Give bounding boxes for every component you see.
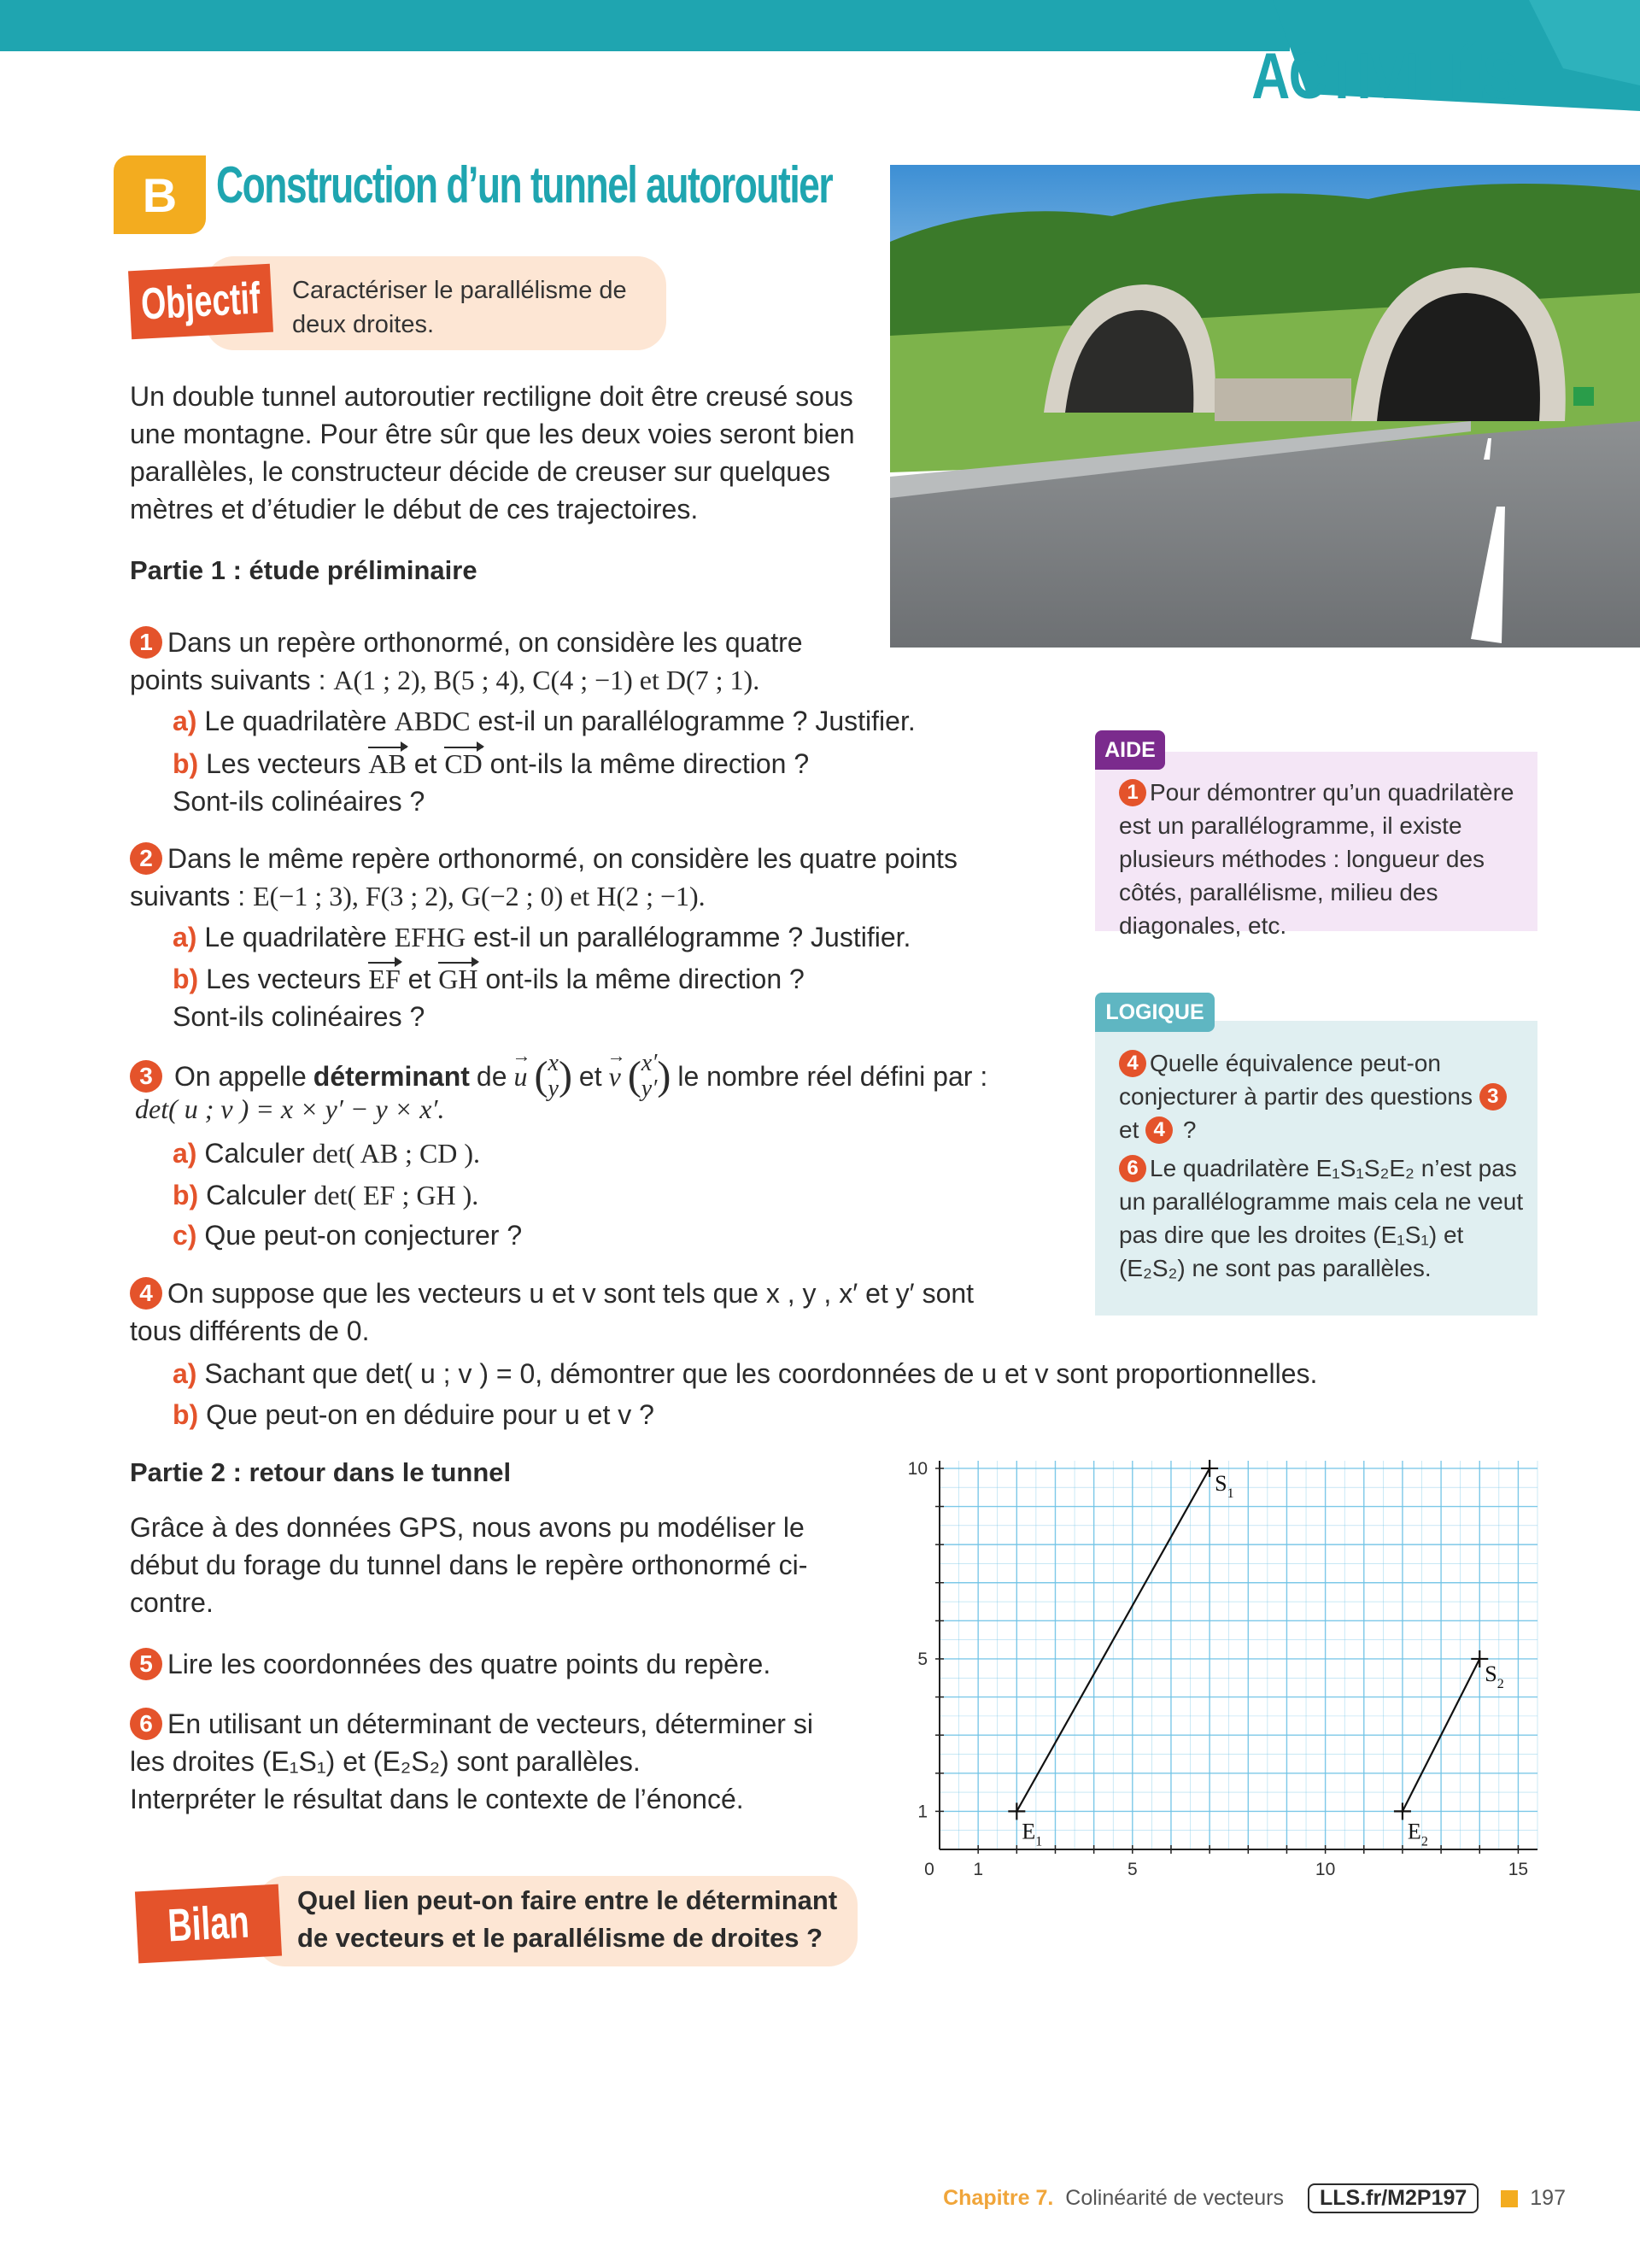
- page-number: 197: [1530, 2186, 1566, 2210]
- q1-intro-2: points suivants :: [130, 665, 326, 695]
- vector-ab: AB: [368, 745, 406, 782]
- y-tick-label: 10: [907, 1458, 928, 1479]
- q1-intro: Dans un repère orthonormé, on considère les quatre: [167, 627, 803, 658]
- vector-u: → u: [514, 1058, 528, 1095]
- question-number-1: 1: [130, 626, 162, 659]
- footer-square-icon: [1501, 2190, 1518, 2207]
- q6-line2: les droites (E₁S₁) et (E₂S₂) sont parallèles.: [130, 1746, 641, 1777]
- question-number-5: 5: [130, 1648, 162, 1680]
- q2-intro-2: suivants :: [130, 881, 246, 911]
- question-number-3: 3: [130, 1060, 162, 1093]
- q3b-det: det( EF ; GH ).: [313, 1180, 479, 1210]
- q3c-label: c): [173, 1220, 197, 1251]
- q2a-label: a): [173, 922, 197, 952]
- q5-text: Lire les coordonnées des quatre points du repère.: [167, 1649, 771, 1679]
- q2a-post: est-il un parallélogramme ? Justifier.: [473, 922, 911, 952]
- x-tick-label: 5: [1127, 1860, 1138, 1879]
- q3b-label: b): [173, 1180, 199, 1210]
- point-label-s1: $S_1$: [1215, 1470, 1234, 1501]
- q4a-text: Sachant que det( u ; v ) = 0, démontrer que les coordonnées de u et v sont proportionnelles.: [204, 1358, 1318, 1389]
- help-text: [1119, 776, 1529, 942]
- footer-chapter: Chapitre 7.: [943, 2186, 1054, 2210]
- point-label-s2: $S_2$: [1485, 1661, 1504, 1691]
- tunnel-photo: [890, 165, 1640, 648]
- q3a-label: a): [173, 1138, 197, 1169]
- q6-line3: Interpréter le résultat dans le contexte de l’énoncé.: [130, 1784, 744, 1814]
- q4-line2: tous différents de 0.: [130, 1316, 370, 1346]
- footer-link-code[interactable]: LLS.fr/M2P197: [1308, 2183, 1479, 2213]
- u-x: x: [548, 1050, 559, 1076]
- q3-bold: déterminant: [313, 1061, 470, 1092]
- q1a-pre: Le quadrilatère: [204, 706, 387, 736]
- q3-pre: On appelle: [174, 1061, 307, 1092]
- question-5: [130, 1645, 899, 1683]
- page-footer: [943, 2183, 1566, 2213]
- vector-ef: EF: [368, 960, 400, 998]
- question-1: [130, 624, 984, 699]
- q4-part-a: [173, 1355, 1454, 1392]
- logic-ref-4: 4: [1119, 1050, 1146, 1077]
- q1b-post2: Sont-ils colinéaires ?: [173, 786, 425, 817]
- q3c-text: Que peut-on conjecturer ?: [204, 1220, 523, 1251]
- q4b-label: b): [173, 1399, 199, 1430]
- coordinate-graph: [888, 1444, 1546, 1888]
- summary-text: Quel lien peut-on faire entre le déterminant de vecteurs et le parallélisme de droites ?: [297, 1885, 838, 1953]
- q1a-label: a): [173, 706, 197, 736]
- q2-intro: Dans le même repère orthonormé, on considère les quatre points: [167, 843, 958, 874]
- q2a-quad: EFHG: [394, 922, 466, 952]
- logic-ref-4b: 4: [1145, 1116, 1173, 1144]
- q2-part-b: [173, 960, 1027, 1035]
- footer-chapter-title: Colinéarité de vecteurs: [1065, 2186, 1284, 2210]
- help-body: Pour démontrer qu’un quadrilatère est un parallélogramme, il existe plusieurs méthodes : longueur des côtés, parallélisme, milieu des diagonales, etc.: [1119, 779, 1514, 939]
- part2-title: Partie 2 : retour dans le tunnel: [130, 1457, 512, 1487]
- v-y: y′: [641, 1075, 658, 1102]
- q4-line1: On suppose que les vecteurs u et v sont tels que x , y , x′ et y′ sont: [167, 1278, 975, 1309]
- q3a-text: Calculer: [204, 1138, 305, 1169]
- q3-mid: de: [476, 1061, 507, 1092]
- part2-intro: Grâce à des données GPS, nous avons pu modéliser le début du forage du tunnel dans le repère orthonormé ci-contre.: [130, 1512, 808, 1618]
- vector-v: → v: [609, 1058, 621, 1095]
- question-6: [130, 1705, 899, 1818]
- point-label-e2: $E_2$: [1407, 1819, 1428, 1849]
- q1b-label: b): [173, 748, 199, 779]
- vector-cd: CD: [444, 745, 482, 782]
- q2b-and: et: [407, 964, 431, 994]
- part1-title: Partie 1 : étude préliminaire: [130, 555, 477, 585]
- u-y: y: [548, 1075, 559, 1102]
- help-ref-number: 1: [1119, 779, 1146, 806]
- vector-gh: GH: [438, 960, 477, 998]
- objective-text: Caractériser le parallélisme de deux droites.: [292, 277, 627, 338]
- q4b-text: Que peut-on en déduire pour u et v ?: [206, 1399, 654, 1430]
- section-label: ACTIVITÉS: [1251, 40, 1517, 113]
- x-tick-label: 0: [924, 1860, 934, 1879]
- q3-post: le nombre réel défini par :: [677, 1061, 988, 1092]
- q2b-post2: Sont-ils colinéaires ?: [173, 1001, 425, 1032]
- q6-line1: En utilisant un déterminant de vecteurs, déterminer si: [167, 1708, 813, 1739]
- q1-part-b: [173, 745, 1027, 820]
- q1-points: A(1 ; 2), B(5 ; 4), C(4 ; −1) et D(7 ; 1).: [333, 665, 760, 695]
- graph-grid: [940, 1461, 1538, 1849]
- q4-part-b: [173, 1396, 1027, 1433]
- question-number-4: 4: [130, 1277, 162, 1310]
- top-banner: [0, 0, 1290, 51]
- graph-tick-labels: [908, 1459, 1528, 1879]
- q3a-det: det( AB ; CD ).: [312, 1138, 481, 1169]
- logic-ref-3: 3: [1479, 1083, 1507, 1111]
- q3-part-c: [173, 1216, 522, 1254]
- q3-and: et: [578, 1061, 602, 1092]
- question-number-6: 6: [130, 1708, 162, 1740]
- question-4: [130, 1275, 1086, 1350]
- logic-text: [1119, 1046, 1529, 1285]
- y-tick-label: 1: [917, 1802, 928, 1822]
- q1a-post: est-il un parallélogramme ? Justifier.: [477, 706, 916, 736]
- q4a-label: a): [173, 1358, 197, 1389]
- q2b-label: b): [173, 964, 199, 994]
- summary-tag: [135, 1884, 282, 1964]
- summary-tag-label: Bilan: [166, 1896, 251, 1952]
- logic-item1-text: Quelle équivalence peut-on conjecturer à partir des questions: [1119, 1050, 1473, 1110]
- q3b-text: Calculer: [206, 1180, 307, 1210]
- objective-tag: [128, 264, 273, 340]
- q1b-and: et: [413, 748, 437, 779]
- q1b-post: ont-ils la même direction ?: [489, 748, 810, 779]
- q2-points: E(−1 ; 3), F(3 ; 2), G(−2 ; 0) et H(2 ; −1).: [253, 881, 706, 911]
- u-coords: ( x y ): [534, 1050, 572, 1102]
- q3-part-b: [173, 1176, 478, 1214]
- logic-item1-and: et: [1119, 1116, 1139, 1143]
- logic-tag: LOGIQUE: [1095, 993, 1215, 1032]
- graph-points: [1008, 1460, 1503, 1849]
- q1b-pre: Les vecteurs: [206, 748, 361, 779]
- q2b-pre: Les vecteurs: [206, 964, 361, 994]
- q2b-post: ont-ils la même direction ?: [485, 964, 805, 994]
- x-tick-label: 1: [973, 1860, 984, 1879]
- determinant-formula: det( u ; v ) = x × y′ − y × x′.: [135, 1093, 445, 1124]
- q1a-quad: ABDC: [394, 706, 471, 736]
- logic-item2-text: Le quadrilatère E₁S₁S₂E₂ n’est pas un parallélogramme mais cela ne veut pas dire que les droites (E₁S₁) et (E₂S₂) ne sont pas parallèles.: [1119, 1155, 1524, 1281]
- activity-title: Construction d’un tunnel autoroutier: [216, 156, 833, 214]
- y-tick-label: 5: [917, 1649, 928, 1669]
- logic-ref-6: 6: [1119, 1155, 1146, 1182]
- q2a-pre: Le quadrilatère: [204, 922, 387, 952]
- logic-item1-end: ?: [1182, 1116, 1197, 1143]
- x-tick-label: 15: [1508, 1860, 1529, 1879]
- logic-item-2: [1119, 1152, 1529, 1285]
- x-tick-label: 10: [1315, 1860, 1336, 1879]
- q2-part-a: [173, 918, 1027, 956]
- v-x: x′: [641, 1050, 658, 1076]
- logic-item-1: [1119, 1046, 1529, 1146]
- question-number-2: 2: [130, 842, 162, 875]
- intro-text: Un double tunnel autoroutier rectiligne doit être creusé sous une montagne. Pour être sûr que les deux voies seront bien parallèles, le constructeur décide de creuser sur quelques mètres et d’étudier le début de ces trajectoires.: [130, 381, 855, 525]
- question-2: [130, 840, 984, 915]
- q1-part-a: [173, 702, 1027, 740]
- objective-tag-label: Objectif: [139, 273, 262, 330]
- q3-part-a: [173, 1134, 480, 1172]
- help-tag: AIDE: [1095, 730, 1165, 770]
- point-label-e1: $E_1$: [1022, 1819, 1043, 1849]
- activity-badge: B: [114, 155, 206, 234]
- v-coords: ( x′ y′ ): [627, 1050, 671, 1102]
